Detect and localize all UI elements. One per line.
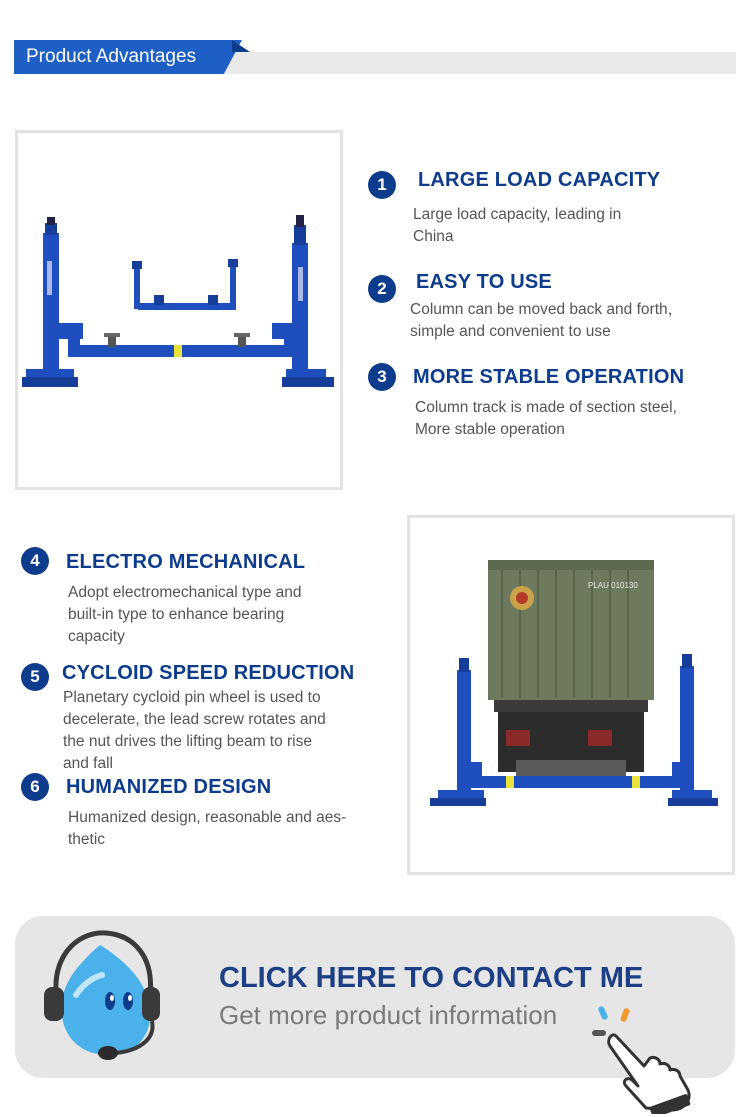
feature-description [413, 204, 621, 248]
feature-desc-line: capacity [68, 628, 125, 645]
feature-desc-line: decelerate, the lead screw rotates and [63, 711, 326, 728]
feature-description [63, 687, 326, 775]
pointing-hand-icon [586, 1000, 700, 1114]
headset-mascot-icon [36, 925, 166, 1067]
feature-number-badge: 1 [368, 171, 396, 199]
contact-subtitle[interactable]: Get more product information [219, 1000, 558, 1030]
feature-desc-line: Large load capacity, leading in [413, 206, 622, 223]
feature-title: LARGE LOAD CAPACITY [418, 169, 661, 191]
feature-description [68, 582, 302, 648]
feature-number-badge: 6 [21, 773, 49, 801]
lift-illustration-loaded [410, 518, 732, 872]
feature-title: ELECTRO MECHANICAL [66, 551, 306, 573]
feature-desc-line: More stable operation [415, 421, 565, 438]
feature-title: MORE STABLE OPERATION [413, 366, 685, 388]
feature-number-badge: 2 [368, 275, 396, 303]
feature-desc-line: and fall [63, 755, 113, 772]
feature-description [410, 299, 683, 343]
lift-illustration-empty [18, 133, 340, 487]
feature-title: CYCLOID SPEED REDUCTION [62, 662, 355, 684]
feature-number-badge: 4 [21, 547, 49, 575]
contact-title[interactable]: CLICK HERE TO CONTACT ME [219, 962, 644, 994]
feature-title: HUMANIZED DESIGN [66, 776, 272, 798]
feature-desc-line: simple and convenient to use [410, 323, 611, 340]
feature-desc-line: built-in type to enhance bearing [68, 606, 285, 623]
feature-desc-line: Column track is made of section steel, [415, 399, 677, 416]
feature-number-badge: 3 [368, 363, 396, 391]
feature-desc-line: Humanized design, reasonable and aes- [68, 809, 347, 826]
feature-desc-line: Planetary cycloid pin wheel is used to [63, 689, 321, 706]
feature-title: EASY TO USE [416, 271, 552, 293]
product-image-lift-with-container [407, 515, 735, 875]
product-image-lift-empty [15, 130, 343, 490]
feature-desc-line: the nut drives the lifting beam to rise [63, 733, 312, 750]
feature-desc-line: China [413, 228, 454, 245]
container-label: PLAU 010130 [588, 581, 638, 590]
feature-description [415, 397, 677, 441]
feature-desc-line: Adopt electromechanical type and [68, 584, 302, 601]
section-title: Product Advantages [26, 46, 197, 67]
feature-description [68, 807, 346, 851]
feature-desc-line: Column can be moved back and forth， [410, 301, 684, 318]
feature-desc-line: thetic [68, 831, 106, 848]
feature-number-badge: 5 [21, 663, 49, 691]
